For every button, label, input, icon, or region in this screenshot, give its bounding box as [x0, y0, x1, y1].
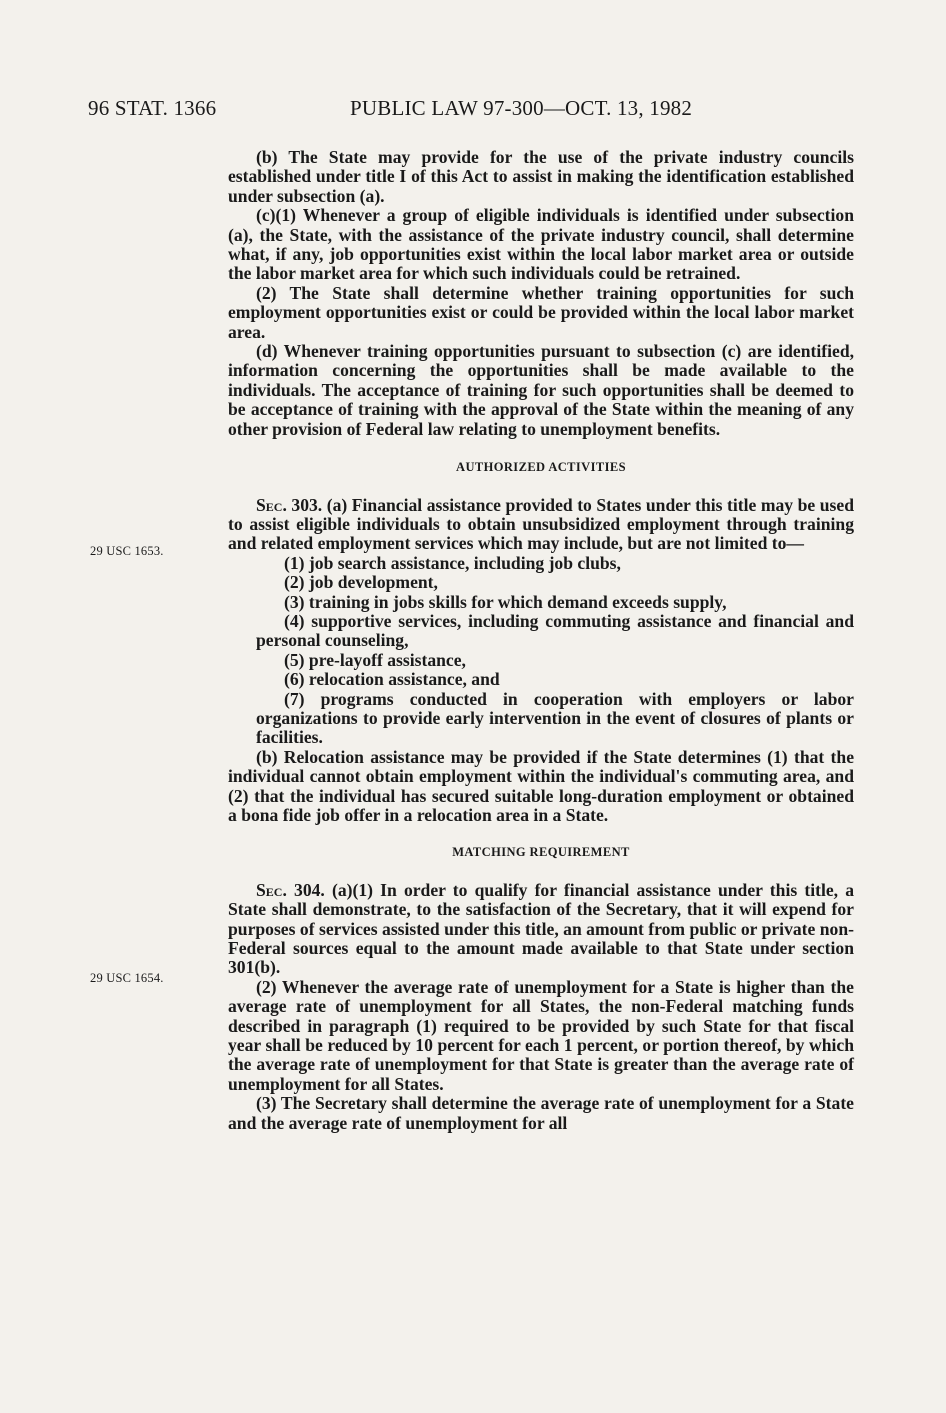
sec304-paragraph-3: (3) The Secretary shall determine the average rate of unemployment for a State and the average rate of unemployment for all [228, 1093, 854, 1133]
sec303-text: 303. (a) Financial assistance provided to States under this title may be used to assist eligible individuals to obtain unsubsidized employment through training and related employment services which may include, but are not limited to— [228, 494, 854, 554]
sec303-item-3: (3) training in jobs skills for which demand exceeds supply, [284, 591, 727, 612]
sec303-item-4: (4) supportive services, including commuting assistance and financial and personal counseling, [256, 610, 854, 651]
sec303-item-6: (6) relocation assistance, and [284, 669, 500, 690]
sec303-item-1: (1) job search assistance, including job clubs, [284, 552, 621, 573]
sec304-abbr: Sec. [256, 879, 287, 900]
sec303-abbr: Sec. [256, 494, 287, 515]
stat-citation: 96 STAT. 1366 [88, 96, 217, 120]
margin-note-sec303: 29 USC 1653. [90, 544, 164, 558]
paragraph-b: (b) The State may provide for the use of the private industry councils established under title I of this Act to assist in making the identification established under subsection (a). [228, 147, 854, 206]
heading-authorized-activities: AUTHORIZED ACTIVITIES [456, 460, 626, 475]
sec303-item-5: (5) pre-layoff assistance, [284, 649, 466, 670]
public-law-citation: PUBLIC LAW 97-300—OCT. 13, 1982 [350, 96, 693, 120]
sec304-text: 304. (a)(1) In order to qualify for financial assistance under this title, a State shall demonstrate, to the satisfaction of the Secretary, that it will expend for purposes of services assisted under this title, an amount from public or private non-Federal sources equal to the amount made available to that State under section 301(b). [228, 879, 854, 978]
sec303-paragraph-a [228, 496, 854, 554]
paragraph-d: (d) Whenever training opportunities pursuant to subsection (c) are identified, information concerning the opportunities shall be made available to the individuals. The acceptance of training for such opportunities shall be deemed to be acceptance of training with the approval of the State within the meaning of any other provision of Federal law relating to unemployment benefits. [228, 341, 854, 439]
body-text [228, 148, 854, 1133]
paragraph-c1: (c)(1) Whenever a group of eligible individuals is identified under subsection (a), the State, with the assistance of the private industry council, shall determine what, if any, job opportunities exist within the local labor market area or outside the labor market area for which such individuals could be retrained. [228, 205, 854, 284]
sec303-paragraph-b: (b) Relocation assistance may be provided if the State determines (1) that the individual cannot obtain employment within the individual's commuting area, and (2) that the individual has secured suitable long-duration employment or obtained a bona fide job offer in a relocation area in a State. [228, 746, 854, 825]
sec303-item-7: (7) programs conducted in cooperation with employers or labor organizations to provide early intervention in the event of closures of plants or facilities. [256, 688, 854, 748]
heading-matching-requirement: MATCHING REQUIREMENT [452, 845, 630, 860]
page-header [88, 96, 848, 136]
sec303-item-2: (2) job development, [284, 572, 438, 593]
paragraph-c2: (2) The State shall determine whether training opportunities for such employment opportunities exist or could be provided within the local labor market area. [228, 282, 854, 342]
sec304-paragraph-2: (2) Whenever the average rate of unemployment for a State is higher than the average rate of unemployment for all States, the non-Federal matching funds described in paragraph (1) required to be provided by such State for that fiscal year shall be reduced by 10 percent for each 1 percent, or portion thereof, by which the average rate of unemployment for that State is greater than the average rate of unemployment for all States. [228, 976, 854, 1094]
sec304-paragraph-a1 [228, 881, 854, 978]
margin-note-sec304: 29 USC 1654. [90, 971, 164, 985]
